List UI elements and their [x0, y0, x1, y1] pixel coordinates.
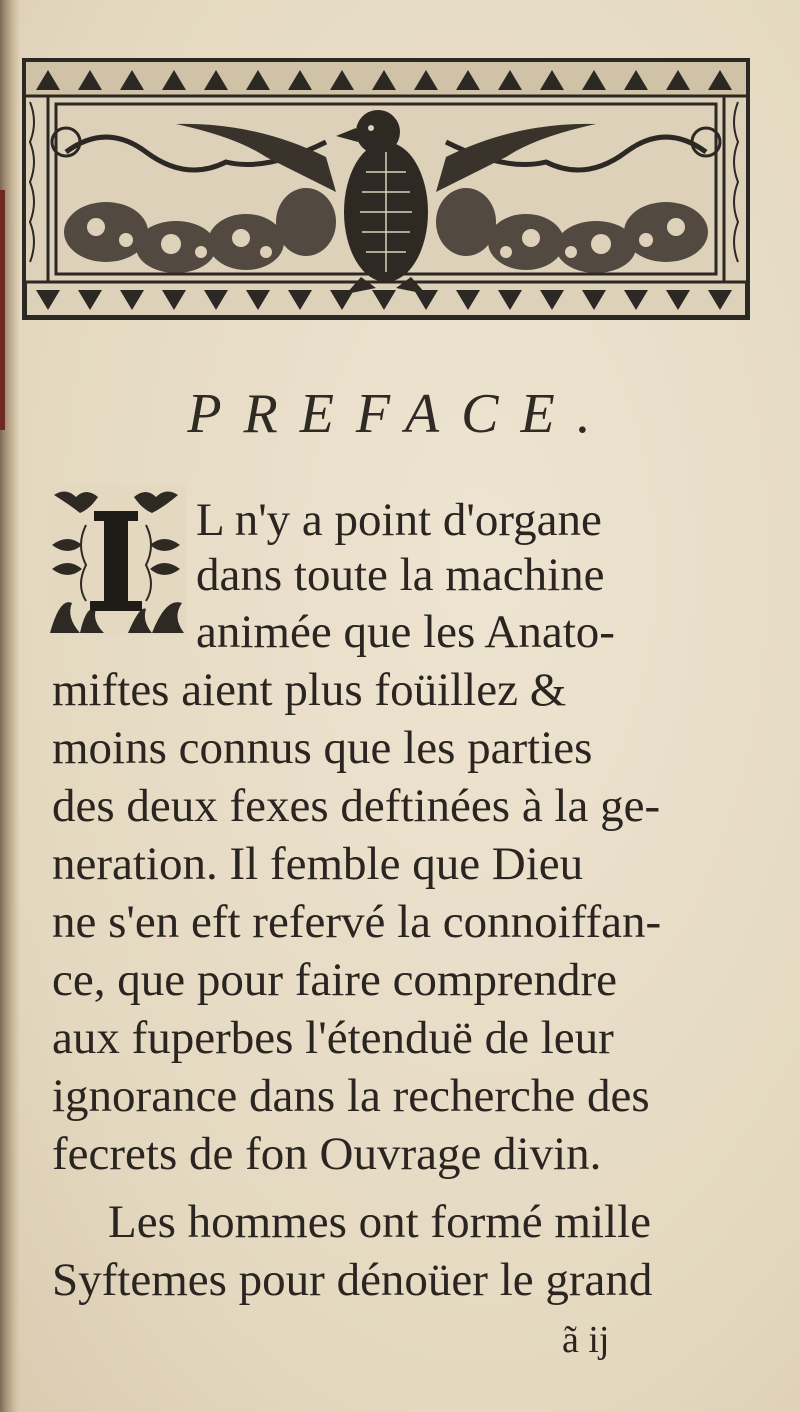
text-line: neration. Il femble que Dieu — [52, 838, 584, 890]
text-line: ce, que pour faire comprendre — [52, 954, 618, 1006]
text-line: Syftemes pour dénoüer le grand — [52, 1254, 653, 1306]
text-line: Les hommes ont formé mille — [108, 1196, 652, 1248]
text-line: L n'y a point d'organe — [196, 494, 602, 546]
text-line: aux fuperbes l'étenduë de leur — [52, 1012, 614, 1064]
page-title: PREFACE. — [187, 383, 613, 445]
text-line: fecrets de fon Ouvrage divin. — [52, 1128, 602, 1180]
text-line: ignorance dans la recherche des — [52, 1070, 650, 1122]
ornamental-headpiece — [22, 58, 750, 320]
text-line: ne s'en eft refervé la connoiffan- — [52, 896, 662, 948]
text-line: des deux fexes deftinées à la ge- — [52, 780, 661, 832]
text-line: animée que les Anato- — [196, 606, 615, 658]
text-line: miftes aient plus foüillez & — [52, 664, 567, 716]
text-line: moins connus que les parties — [52, 722, 593, 774]
ornamental-dropcap — [46, 485, 186, 635]
signature-mark: ã ij — [562, 1319, 610, 1361]
text-line: dans toute la machine — [196, 549, 605, 601]
